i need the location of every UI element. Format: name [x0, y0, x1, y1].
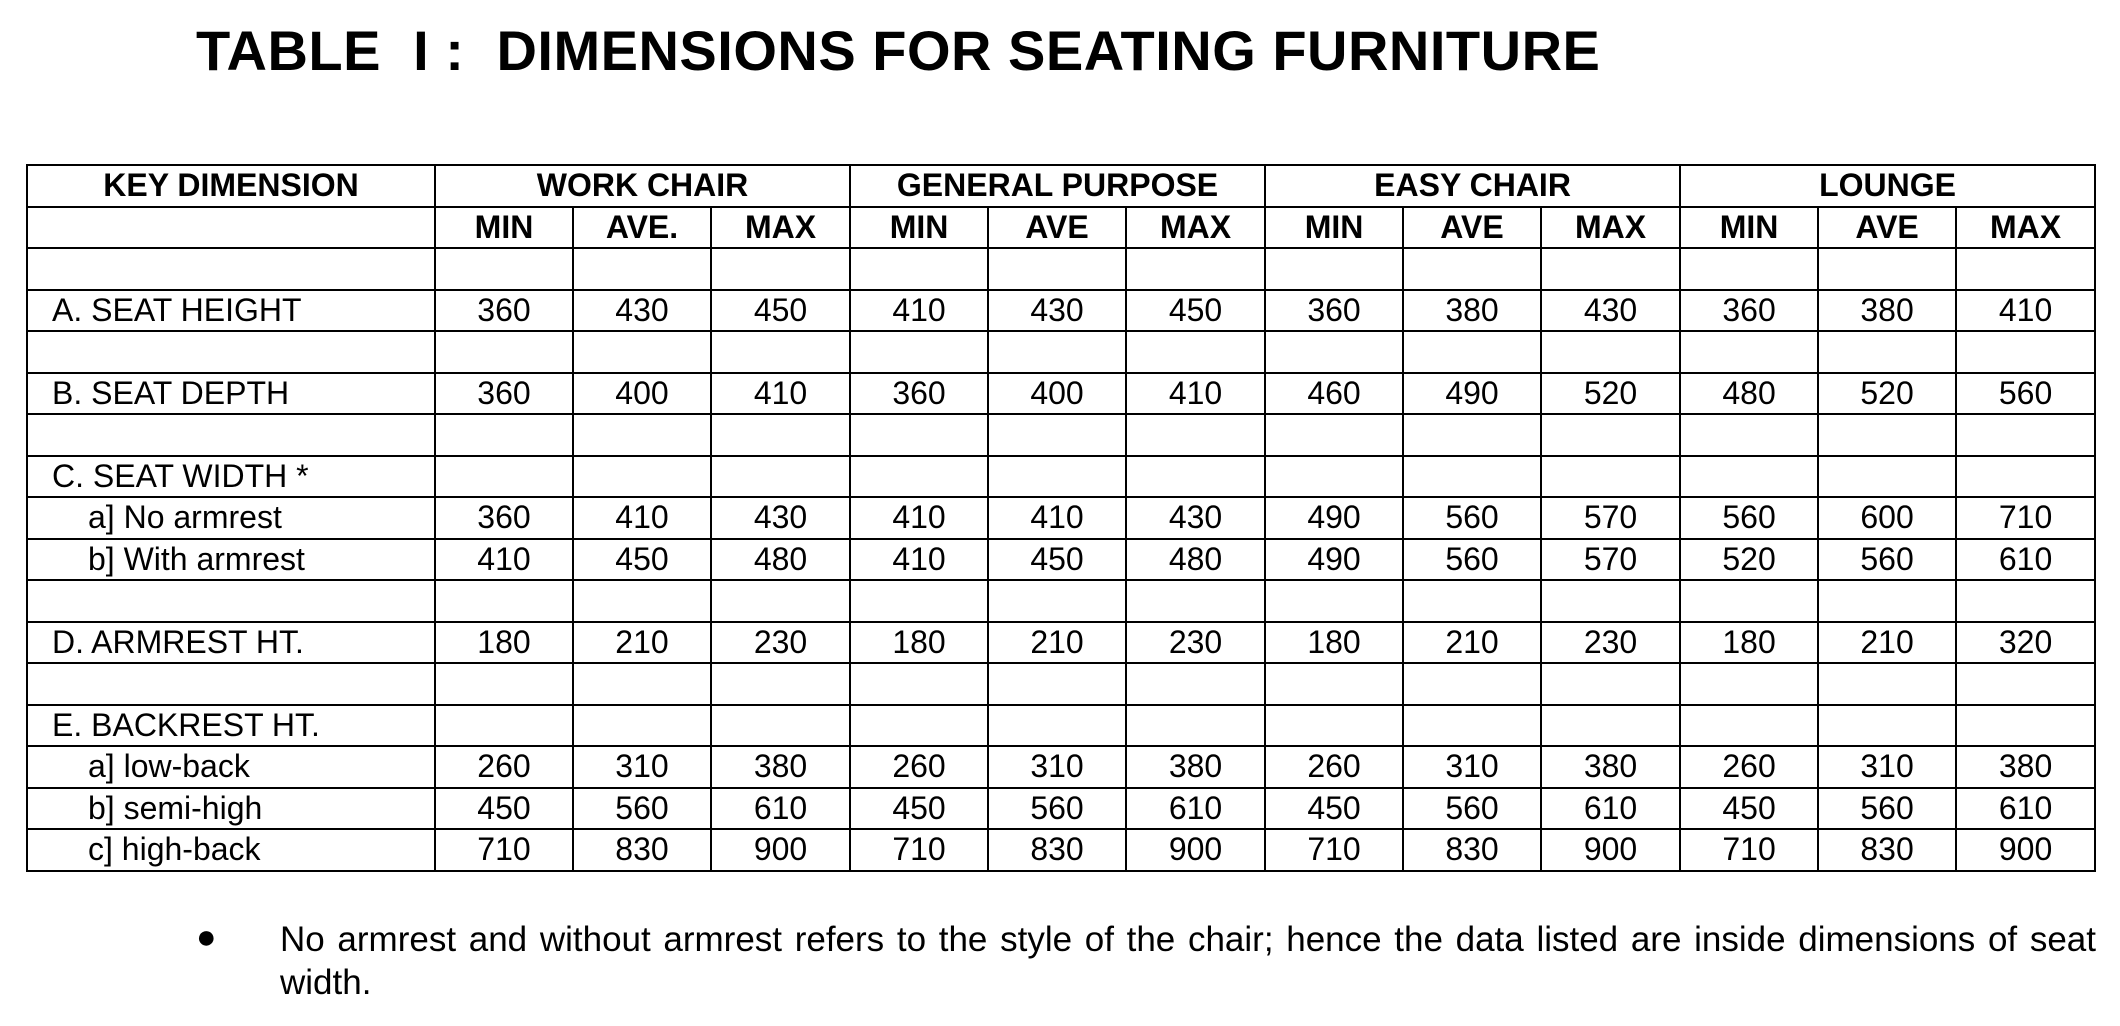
row-label: E. BACKREST HT.: [27, 705, 435, 747]
table-cell: 210: [1403, 622, 1541, 664]
table-cell: [1818, 456, 1956, 498]
table-cell: 410: [573, 497, 711, 539]
table-cell: [435, 580, 573, 622]
table-cell: 560: [1818, 788, 1956, 830]
table-cell: 830: [1403, 829, 1541, 871]
table-cell: 430: [711, 497, 850, 539]
table-cell: [988, 414, 1126, 456]
table-row: [27, 580, 2095, 622]
table-cell: [850, 414, 988, 456]
table-cell: [573, 580, 711, 622]
row-label: B. SEAT DEPTH: [27, 373, 435, 415]
table-cell: [1265, 456, 1403, 498]
table-cell: [1541, 248, 1680, 290]
bullet-icon: ●: [196, 918, 217, 956]
table-row: [27, 622, 2095, 664]
table-cell: 710: [1680, 829, 1818, 871]
table-cell: 210: [1818, 622, 1956, 664]
table-cell: 900: [1956, 829, 2095, 871]
table-cell: 260: [435, 746, 573, 788]
subheader-cell: MAX: [1126, 207, 1265, 249]
table-cell: [1265, 331, 1403, 373]
table-cell: 360: [1265, 290, 1403, 332]
table-cell: 560: [1818, 539, 1956, 581]
table-row: [27, 829, 2095, 871]
table-cell: 710: [850, 829, 988, 871]
table-cell: [435, 331, 573, 373]
table-cell: [435, 705, 573, 747]
table-cell: [435, 456, 573, 498]
table-cell: [1956, 456, 2095, 498]
table-cell: [850, 248, 988, 290]
table-row: [27, 331, 2095, 373]
table-cell: 410: [850, 290, 988, 332]
dimensions-table: [26, 164, 2096, 872]
group-header-row: [27, 165, 2095, 207]
row-label: [27, 580, 435, 622]
table-cell: 180: [1265, 622, 1403, 664]
table-cell: 450: [435, 788, 573, 830]
table-cell: 380: [1403, 290, 1541, 332]
table-cell: [1680, 331, 1818, 373]
table-cell: 410: [435, 539, 573, 581]
table-cell: 430: [1126, 497, 1265, 539]
row-label: [27, 331, 435, 373]
table-cell: [1818, 580, 1956, 622]
table-cell: [1541, 331, 1680, 373]
row-label: [27, 663, 435, 705]
table-cell: [1541, 663, 1680, 705]
table-row: [27, 539, 2095, 581]
table-cell: 360: [435, 373, 573, 415]
table-cell: [1956, 705, 2095, 747]
table-row: [27, 497, 2095, 539]
table-cell: 410: [711, 373, 850, 415]
row-label: b] semi-high: [27, 788, 435, 830]
table-cell: 520: [1818, 373, 1956, 415]
table-cell: 430: [573, 290, 711, 332]
table-cell: [573, 456, 711, 498]
table-cell: 490: [1265, 539, 1403, 581]
table-cell: 260: [1265, 746, 1403, 788]
table-cell: [1126, 456, 1265, 498]
table-cell: 560: [988, 788, 1126, 830]
subheader-cell: AVE: [1818, 207, 1956, 249]
table-cell: [988, 663, 1126, 705]
table-cell: 230: [711, 622, 850, 664]
table-cell: [573, 414, 711, 456]
table-cell: [1403, 705, 1541, 747]
table-cell: 360: [435, 290, 573, 332]
table-cell: [711, 705, 850, 747]
table-cell: [988, 705, 1126, 747]
table-cell: 180: [1680, 622, 1818, 664]
subheader-cell: MAX: [1956, 207, 2095, 249]
table-cell: [435, 663, 573, 705]
table-cell: 450: [988, 539, 1126, 581]
table-cell: [1680, 456, 1818, 498]
table-cell: 210: [988, 622, 1126, 664]
group-header-easy-chair: EASY CHAIR: [1265, 165, 1680, 207]
subheader-cell: MIN: [435, 207, 573, 249]
table-cell: [1680, 414, 1818, 456]
table-cell: 400: [573, 373, 711, 415]
table-row: [27, 456, 2095, 498]
table-cell: 710: [1956, 497, 2095, 539]
table-cell: [1818, 414, 1956, 456]
table-cell: [1265, 663, 1403, 705]
table-cell: 310: [573, 746, 711, 788]
table-row: [27, 788, 2095, 830]
table-cell: 830: [988, 829, 1126, 871]
table-cell: 610: [1956, 539, 2095, 581]
row-label: C. SEAT WIDTH *: [27, 456, 435, 498]
table-cell: 560: [1403, 788, 1541, 830]
table-cell: 520: [1680, 539, 1818, 581]
table-cell: 230: [1541, 622, 1680, 664]
table-cell: 360: [1680, 290, 1818, 332]
table-cell: 480: [1126, 539, 1265, 581]
table-cell: 560: [573, 788, 711, 830]
table-cell: 410: [850, 539, 988, 581]
table-cell: [1403, 331, 1541, 373]
table-cell: [988, 456, 1126, 498]
table-cell: [711, 331, 850, 373]
table-cell: 360: [850, 373, 988, 415]
table-cell: [1956, 414, 2095, 456]
table-cell: [711, 414, 850, 456]
table-cell: 480: [711, 539, 850, 581]
table-cell: [850, 663, 988, 705]
table-cell: [1956, 248, 2095, 290]
row-label: a] No armrest: [27, 497, 435, 539]
table-cell: 460: [1265, 373, 1403, 415]
table-cell: 610: [1956, 788, 2095, 830]
table-cell: 210: [573, 622, 711, 664]
page-title: TABLE I : DIMENSIONS FOR SEATING FURNITURE: [196, 19, 1601, 82]
group-header-general-purpose: GENERAL PURPOSE: [850, 165, 1265, 207]
table-cell: [850, 705, 988, 747]
subheader-cell: MIN: [850, 207, 988, 249]
table-cell: [1956, 331, 2095, 373]
table-cell: 570: [1541, 539, 1680, 581]
subheader-cell: MIN: [1680, 207, 1818, 249]
table-cell: [1541, 705, 1680, 747]
table-cell: 450: [1680, 788, 1818, 830]
table-cell: 710: [435, 829, 573, 871]
table-cell: [1126, 248, 1265, 290]
table-cell: 430: [1541, 290, 1680, 332]
table-cell: 560: [1403, 539, 1541, 581]
table-cell: [435, 414, 573, 456]
row-label: [27, 248, 435, 290]
table-cell: [573, 705, 711, 747]
table-cell: [850, 456, 988, 498]
table-cell: 480: [1680, 373, 1818, 415]
table-cell: 260: [850, 746, 988, 788]
table-row: [27, 705, 2095, 747]
table-cell: [1265, 414, 1403, 456]
table-cell: [1818, 705, 1956, 747]
table-cell: 410: [850, 497, 988, 539]
table-cell: [1403, 248, 1541, 290]
table-cell: 900: [1541, 829, 1680, 871]
table-cell: [1126, 580, 1265, 622]
table-cell: [1403, 456, 1541, 498]
table-cell: [1818, 248, 1956, 290]
table-cell: [1680, 663, 1818, 705]
table-cell: [1680, 705, 1818, 747]
subheader-cell: AVE: [1403, 207, 1541, 249]
table-cell: 380: [711, 746, 850, 788]
table-cell: 600: [1818, 497, 1956, 539]
table-cell: [1956, 663, 2095, 705]
table-cell: 400: [988, 373, 1126, 415]
subheader-cell: AVE: [988, 207, 1126, 249]
table-cell: [1818, 331, 1956, 373]
table-cell: 410: [1956, 290, 2095, 332]
subheader-row: [27, 207, 2095, 249]
table-cell: [573, 331, 711, 373]
table-cell: [1403, 414, 1541, 456]
table-cell: [1956, 580, 2095, 622]
table-cell: 310: [1818, 746, 1956, 788]
table-row: [27, 414, 2095, 456]
table-cell: 490: [1265, 497, 1403, 539]
table-cell: 380: [1956, 746, 2095, 788]
table-cell: [1403, 580, 1541, 622]
table-cell: 380: [1541, 746, 1680, 788]
table-cell: [1680, 248, 1818, 290]
table-row: [27, 663, 2095, 705]
table-cell: [1541, 456, 1680, 498]
table-cell: 380: [1126, 746, 1265, 788]
table-cell: [1265, 705, 1403, 747]
row-label: b] With armrest: [27, 539, 435, 581]
table-cell: 520: [1541, 373, 1680, 415]
table-row: [27, 248, 2095, 290]
table-cell: [1818, 663, 1956, 705]
table-cell: 830: [1818, 829, 1956, 871]
table-cell: 570: [1541, 497, 1680, 539]
row-label: D. ARMREST HT.: [27, 622, 435, 664]
subheader-cell: MAX: [711, 207, 850, 249]
table-cell: [1126, 414, 1265, 456]
subheader-cell: MAX: [1541, 207, 1680, 249]
table-cell: 830: [573, 829, 711, 871]
table-cell: 360: [435, 497, 573, 539]
table-cell: 560: [1403, 497, 1541, 539]
table-cell: 180: [850, 622, 988, 664]
table-cell: 310: [988, 746, 1126, 788]
subheader-cell: AVE.: [573, 207, 711, 249]
table-cell: [1541, 580, 1680, 622]
table-row: [27, 373, 2095, 415]
group-header-work-chair: WORK CHAIR: [435, 165, 850, 207]
table-cell: 490: [1403, 373, 1541, 415]
table-cell: [573, 248, 711, 290]
table-cell: 320: [1956, 622, 2095, 664]
table-cell: [850, 580, 988, 622]
table-cell: 450: [1265, 788, 1403, 830]
group-header-lounge: LOUNGE: [1680, 165, 2095, 207]
table-cell: 180: [435, 622, 573, 664]
table-cell: [1126, 663, 1265, 705]
table-cell: [711, 580, 850, 622]
table-cell: [1265, 580, 1403, 622]
table-cell: 710: [1265, 829, 1403, 871]
table-cell: 230: [1126, 622, 1265, 664]
table-cell: [988, 580, 1126, 622]
row-label: c] high-back: [27, 829, 435, 871]
table-body: [27, 248, 2095, 871]
table-cell: 260: [1680, 746, 1818, 788]
table-cell: 410: [1126, 373, 1265, 415]
table-cell: [1126, 705, 1265, 747]
table-cell: [573, 663, 711, 705]
table-cell: [711, 248, 850, 290]
subheader-cell: MIN: [1265, 207, 1403, 249]
table-cell: [711, 456, 850, 498]
table-cell: 610: [711, 788, 850, 830]
table-cell: [1680, 580, 1818, 622]
row-label: A. SEAT HEIGHT: [27, 290, 435, 332]
table-cell: [1403, 663, 1541, 705]
row-label: [27, 414, 435, 456]
table-cell: [1126, 331, 1265, 373]
table-cell: [711, 663, 850, 705]
subheader-blank: [27, 207, 435, 249]
table-cell: 380: [1818, 290, 1956, 332]
key-dimension-header: KEY DIMENSION: [27, 165, 435, 207]
table-cell: 560: [1956, 373, 2095, 415]
table-cell: 450: [1126, 290, 1265, 332]
table-cell: [850, 331, 988, 373]
table-cell: [1265, 248, 1403, 290]
table-cell: 560: [1680, 497, 1818, 539]
table-cell: 410: [988, 497, 1126, 539]
row-label: a] low-back: [27, 746, 435, 788]
table-cell: [435, 248, 573, 290]
table-cell: [1541, 414, 1680, 456]
table-cell: 450: [573, 539, 711, 581]
table-cell: 610: [1541, 788, 1680, 830]
table-cell: 430: [988, 290, 1126, 332]
table-cell: [988, 331, 1126, 373]
table-cell: 610: [1126, 788, 1265, 830]
table-cell: [988, 248, 1126, 290]
table-row: [27, 290, 2095, 332]
table-row: [27, 746, 2095, 788]
table-cell: 900: [1126, 829, 1265, 871]
table-cell: 450: [711, 290, 850, 332]
table-cell: 310: [1403, 746, 1541, 788]
footnote-text: No armrest and without armrest refers to the style of the chair; hence the data listed are inside dimensions of seat width.: [280, 920, 2096, 1002]
table-cell: 450: [850, 788, 988, 830]
table-cell: 900: [711, 829, 850, 871]
